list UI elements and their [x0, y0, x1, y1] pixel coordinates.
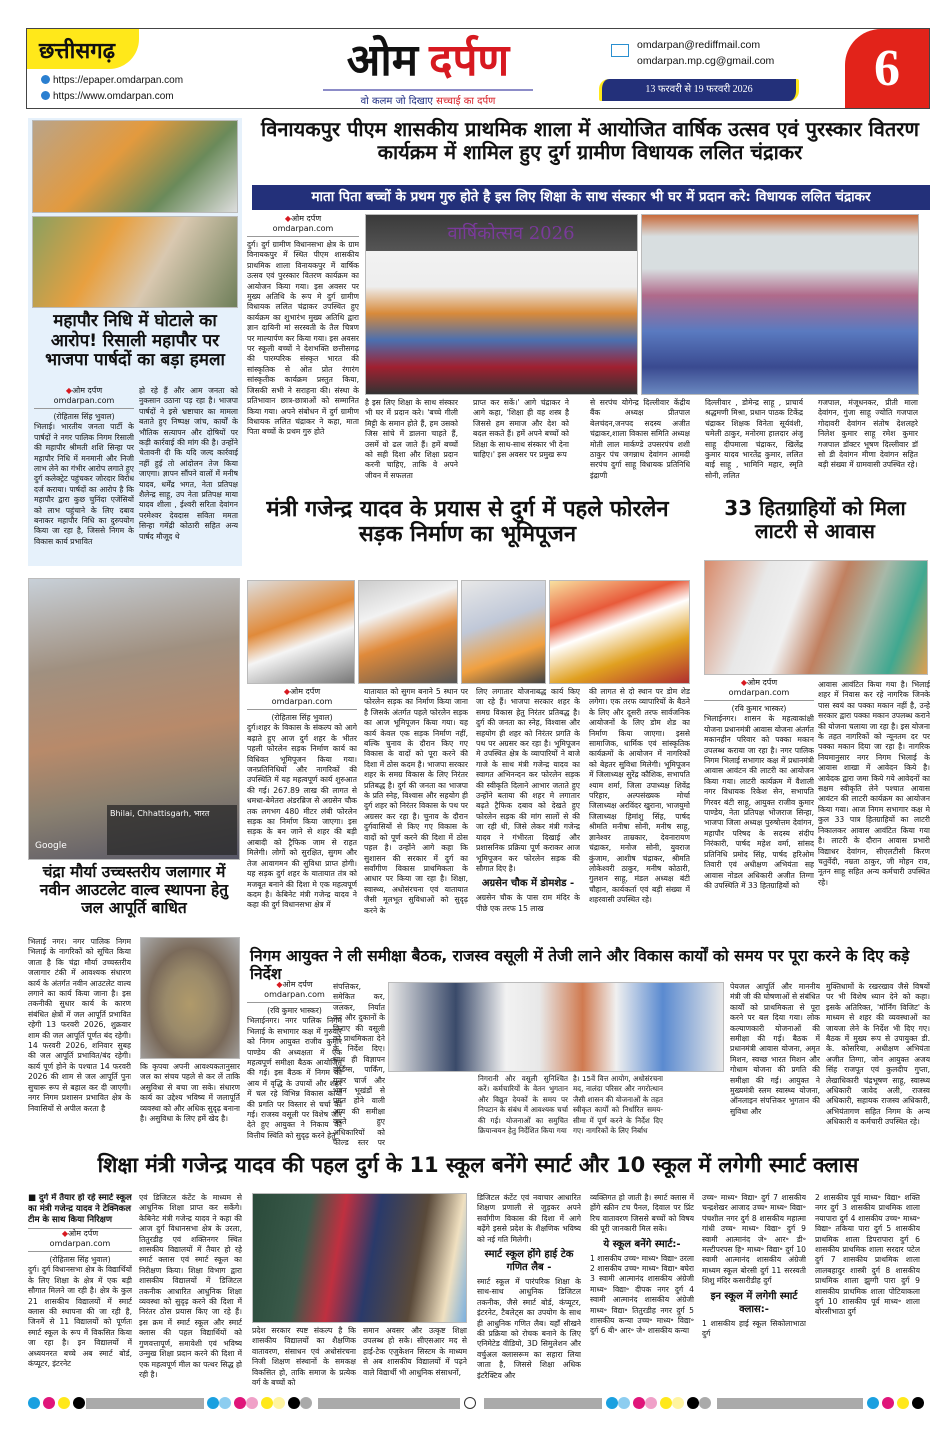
article-text: संपत्तिकर, समेकित कर, जलकर, निर्यात कर और दुकानों के किराए की वसूली को प्राथमिकता देने के निर्देश दिए। साथ ही विज्ञापन होर्डिंग्स, पार्किंग, यूजर चार्ज और भवन भूखंडों से प्राप्त होने वाली आय की समीक्षा करते हुए अधिकारियों को फील्ड स्तर पर	[333, 982, 385, 1148]
headline-housing: 33 हितग्राहियों को मिला लाटरी से आवास	[724, 496, 906, 543]
photo-water-tank	[28, 578, 240, 860]
article-text: दुर्ग।शहर के विकास के संकल्प को आगे बढ़ाते हुए आज दुर्ग शहर के भीतर पहली फोरलेन सड़क निर्माण कार्य का विधिवत भूमिपूजन किया गया। जनप्रतिनिधियों और नागरिकों की उपस्थिति में यह महत्वपूर्ण कार्य शुरुआत की गई। 267.89 लाख की लागत से धमधा-बेमेतरा अंडरब्रिज से अग्रसेन चौक तक लगभग 480 मीटर लंबी फोरलेन सड़क का निर्माण किया जाएगा। इस सड़क के बन जाने से शहर की बड़ी आबादी को ट्रैफिक जाम से राहत मिलेगी। लोगों को सुरक्षित, सुगम और तेज आवागमन की सुविधा प्राप्त होगी। यह सड़क दुर्ग शहर के यातायात तंत्र को मजबूत बनाने की दिशा मे एक महत्वपूर्ण कदम है। केबिनेट मंत्री गजेन्द्र यादव ने कहा की दुर्ग विधानसभा क्षेत्र में	[247, 723, 357, 910]
article-text: यातायात को सुगम बनाने 5 स्थान पर फोरलेन सड़क का निर्माण किया जाना है जिसके अंतर्गत पहले फोरलेन सड़क का आज भूमिपूजन किया गया। यह कार्य केवल एक सड़क निर्माण नहीं, बल्कि चुनाव के दौरान किए गए विकास के वादों को पूरा करने की दिशा में ठोस कदम है। भाजपा सरकार शहर के समग्र विकास के लिए निरंतर प्रतिबद्ध है। दुर्ग की जनता का भाजपा के प्रति स्नेह, विश्वास और सहयोग ही दुर्ग शहर को निरंतर विकास के पथ पर अग्रसर कर रहा है। चुनाव के दौरान दुर्गवासियों से किए गए विकास के वादों को पूर्ण करने की दिशा में ठोस पहल है। उन्होंने आगे कहा कि सुशासन की सरकार में दुर्ग का सर्वांगीण विकास प्राथमिकता के आधार पर किया जा रहा है। शिक्षा, स्वास्थ्य, अधोसंरचना एवं यातायात जैसी मूलभूत सुविधाओं को सुदृढ़ करने के	[364, 687, 468, 915]
byline-name: ओम दर्पण	[747, 678, 778, 687]
byline-site: omdarpan.com	[53, 396, 115, 405]
article-text: पेयजल आपूर्ति और माननीय मंत्री जी की घोषणाओं से संबंधित कार्यों को प्राथमिकता से पूरा करने पर बल दिया गया। लोक कल्याणकारी योजनाओं की समीक्षा की गई। बैठक में प्रधानमंत्री आवास योजना, अमृत मिशन, स्वच्छ भारत मिशन और गोधाम योजना की प्रगति की समीक्षा की गई। आयुक्त ने मुख्यमंत्री स्लम स्वास्थ्य योजना, ऑनलाइन संपत्तिकर भुगतान की सुविधा और	[730, 982, 820, 1116]
page-number: 6	[845, 29, 929, 108]
headline-smart-school: शिक्षा मंत्री गजेन्द्र यादव की पहल दुर्ग के 11 स्कूल बनेंगे स्मार्ट और 10 स्कूल में लगेगी स्मार्ट क्लास	[97, 1153, 859, 1177]
byline: ◆ओम दर्पण omdarpan.com	[247, 980, 342, 1003]
headline-water: चंद्रा मौर्या उच्चस्तरीय जलागार में नवीन आउटलेट वाल्व स्थापना हेतु जल आपूर्ति बाधित	[39, 863, 229, 917]
article-text: दिल्लीवार , डोमेन्द्र साहू , प्राचार्य श्रद्धमणी मिश्रा, प्रधान पाठक टिकेंद्र चंद्राकर शिक्षक विनेता सूर्यवंशी, चमेली ठाकुर, मनोरमा हालदार अंजू साहू दीपमाला चंद्राकर, खिलेंद्र कुमार यादव भारतेंद्र कुमार, ललित बाई साहू , भामिनि महार, स्मृति सोनी, ललित	[705, 398, 803, 480]
subheadline-banner: माता पिता बच्चों के प्रथम गुरु होते है इस लिए शिक्षा के साथ संस्कार भी घर में प्रदान करे: विधायक ललित चंद्राकर	[252, 185, 930, 210]
article-text: एवं डिजिटल कंटेंट के माध्यम से आधुनिक शिक्षा प्राप्त कर सकेंगे। केबिनेट मंत्री गजेन्द्र यादव ने कहा की आज दुर्ग विधानसभा क्षेत्र के उरला, तितुरडीह एवं शक्तिनगर स्थित शासकीय विद्यालयों में तैयार हो रहे स्मार्ट क्लास एवं स्मार्ट स्कूल का निरीक्षण किया। शिक्षा विभाग द्वारा शासकीय विद्यालयों में डिजिटल तकनीक आधारित आधुनिक शिक्षा व्यवस्था को सुदृढ़ करने की दिशा में निरंतर ठोस प्रयास किए जा रहे हैं। इस क्रम में स्मार्ट स्कूल और स्मार्ट क्लास की पहल विद्यार्थियों को गुणवत्तापूर्ण, समावेशी एवं भविष्य उन्मुख शिक्षा प्रदान करने की दिशा में एक महत्वपूर्ण मील का पत्थर सिद्ध हो रही है।	[139, 1193, 242, 1379]
kicker: ■ दुर्ग में तैयार हो रहे स्मार्ट स्कूल का मंत्री गजेन्द्र यादव ने टेक्निकल टीम के साथ किया निरिक्षण	[28, 1193, 132, 1229]
globe-icon	[41, 75, 50, 84]
photo-lottery	[704, 560, 928, 675]
email-1[interactable]: omdarpan@rediffmail.com	[637, 39, 761, 51]
subheading: इन स्कूल में लगेगी स्मार्ट क्लास:-	[710, 1290, 798, 1315]
article-text: भिलाई नगर। नगर पालिक निगम भिलाई के नागरिकों को सूचित किया जाता है कि चंद्रा मौर्या उच्चस्तरीय जलागार टंकी में आवश्यक संधारण कार्य के अंतर्गत नवीन आउटलेट वाल्व लगाने का कार्य किया जाना है। इस तकनीकी सुधार कार्य के कारण संबंधित क्षेत्रों में जल आपूर्ति प्रभावित रहेगी 13 फरवरी 2026, शुक्रवार शाम की जल आपूर्ति पूर्णत बंद रहेगी। 14 फरवरी 2026, शनिवार सुबह की जल आपूर्ति प्रभावित/बंद रहेगी। कार्य पूर्ण होने के पश्चात 14 फरवरी 2026 की शाम से जल आपूर्ति पुनः सुचारू रूप से बहाल कर दी जाएगी। नगर निगम प्रशासन प्रभावित क्षेत्र के निवासियों से अपील करता है	[28, 937, 131, 1113]
article-text: आवास आवंटित किया गया है। भिलाई शहर में निवास कर रहे नागरिक जिनके पास स्वयं का पक्का मकान नहीं है, उन्हे सरकार द्वारा पक्का मकान उपलब्ध कराने की योजना चलाया जा रहा है। इस योजना के तहत नागरिकों को न्यूनतम दर पर पक्का मकान दिया जा रहा है। नागरिक नियमानुसार नगर निगम भिलाई के आवास शाखा में आवेदन किये है। आवेदक द्वारा जमा किये गये आवेदनों का सक्षम स्वीकृति लेने पश्चात आवास आवंटन की लाटरी कार्यक्रम का आयोजन किया गया। आज निगम सभागार कक्ष मे कुल 33 पात्र हितग्राहियों का लाटरी निकालकर आवास आवंटित किया गया है। लाटरी के दौरान आवास प्रभारी विद्याधर देवांगन, सीएलटीसी किरण चतुर्वेदी, नम्रता ठाकुर, जी मोहन राव, नूतन साहू सहित अन्य कर्मचारी उपस्थित रहे।	[818, 680, 930, 887]
article-text: दुर्ग। दुर्ग विधानसभा क्षेत्र के विद्यार्थियों के लिए शिक्षा के क्षेत्र में एक बड़ी सौगात मिलने जा रही है। क्षेत्र के कुल 21 शासकीय विद्यालयों में स्मार्ट क्लास की स्थापना की जा रही है, जिनमें से 11 विद्यालयों को पूर्णतः स्मार्ट स्कूल के रूप में विकसित किया जा रहा है। इन विद्यालयों में अध्ययनरत बच्चे अब स्मार्ट बोर्ड, कंप्यूटर, इंटरनेट	[28, 1265, 132, 1369]
article-text: भिलाईनगर। शासन के महत्वाकांक्षी योजना प्रधानमंत्री आवास योजना अंतर्गत मकानहीन परिवार को पक्का मकान उपलब्ध कराया जा रहा है। नगर पालिक निगम भिलाई सभागार कक्ष में प्रधानमंत्री आवास आवंटन की लाटरी का आयोजन किया गया। लाटरी कार्यक्रम में वैशाली नगर विधायक रिकेश सेन, सभापति गिरवर बंटी साहू, आयुक्त राजीव कुमार पाण्डेय, नेता प्रतिपक्ष भोजराज सिन्हा, भाजपा जिला अध्यक्ष पुरुषोत्तम देवांगन, महापौर परिषद के सदस्य संदीप निरंकारी, पार्षद महेश वर्मा, सांसद प्रतिनिधि प्रमोद सिंह, पार्षद हरिओम तिवारी एवं अधीक्षण अभियंता सह आवास नोडल अधिकारी अजीत तिग्गा की उपस्थिति में 33 हितग्राहियों को	[704, 714, 814, 890]
website-link[interactable]	[41, 91, 174, 102]
article-text: से सरपंच योगेन्द्र दिल्लीवार केंद्रीय बैंक अध्यक्ष प्रीतपाल बेलचंदन,जनपद सदस्य अजीत चंद्राकर,शाला विकास समिति अध्यक्ष मोती लाल मार्कण्डे उपसरपंच शशी ठाकुर पंच जगन्नाथ देवांगन आमदी सरपंच दुर्गा साहू विधायक प्रतिनिधि इंद्राणी	[590, 398, 690, 480]
headline-meeting: निगम आयुक्त ने ली समीक्षा बैठक, राजस्व वसूली में तेजी लाने और विकास कार्यों को समय पर पूरा करने के दिए कड़े निर्देश	[250, 947, 910, 983]
article-text: समान अवसर और उत्कृष्ट शिक्षा उपलब्ध हो सके। सीएसआर मद से हाई-टेक एजुकेशन सिस्टम के माध्यम से अब शासकीय विद्यालयों में पढ़ने वाले विद्यार्थी भी आधुनिक संसाधनों,	[363, 1326, 467, 1377]
byline-site: omdarpan.com	[272, 224, 334, 233]
reporter: (रोहितास सिंह भुवाल)	[271, 713, 333, 722]
photo-annual-function	[365, 214, 638, 395]
subheading: अग्रसेन चौक में डोमशेड -	[481, 878, 575, 890]
byline: ◆ओम दर्पण omdarpan.com	[247, 687, 357, 710]
byline-site: omdarpan.com	[728, 688, 790, 697]
byline-name: ओम दर्पण	[291, 214, 322, 223]
epaper-link[interactable]	[41, 75, 183, 86]
headline: महापौर निधि में घोटाले का आरोप! रिसाली महापौर पर भाजपा पार्षदों का बड़ा हमला	[45, 311, 225, 371]
logo-part2: दर्पण	[429, 36, 510, 85]
photo	[461, 580, 546, 684]
photo-valve-work	[140, 937, 240, 1059]
logo-part1: ओम	[346, 36, 419, 85]
article-text: डिजिटल कंटेंट एवं नवाचार आधारित शिक्षण प्रणाली से जुड़कर अपने सर्वांगीण विकास की दिशा में आगे बढ़ेंगे इससे प्रदेश के शैक्षणिक भविष्य को नई गति मिलेगी।	[477, 1193, 581, 1244]
newspaper-logo	[323, 35, 533, 87]
photo-meeting	[388, 982, 724, 1072]
photo-banner-text: वार्षिकोत्सव 2026	[447, 223, 575, 244]
byline-site: omdarpan.com	[271, 697, 333, 706]
article-text: की लागत से दो स्थान पर डोम शेड लगेगा। एक तरफ व्यापारियों के बैठने के लिए और दूसरी तरफ सार्वजनिक आयोजनों के लिए डोम शेड का निर्माण किया जाएगा। इससे सामाजिक, धार्मिक एवं सांस्कृतिक कार्यक्रमों के आयोजन में नागरिकों को बेहतर सुविधा मिलेगी। भूमिपूजन में जिलाध्यक्ष सुरेंद्र कौशिक, सभापति श्याम शर्मा, जिला उपाध्यक्ष शिवेंद्र परिहार, अल्पसंख्यक मोर्चा जिलाध्यक्ष अरविंदर खुराना, भाजयुमो जिलाध्यक्ष हिमांशु सिंह, पार्षद श्रीमति मनीषा सोनी, मनीष साहू, ज्ञानेश्वर ताम्रकार, देवनारायण चंद्राकर, मनोज सोनी, युवराज कुंजाम, आशीष चंद्राकर, श्रीमति लोकेश्वरी ठाकुर, मनीष कोठारी, गुलशन साहू, मंडल अध्यक्ष बंटी चौहान, कार्यकर्ता एवं बड़ी संख्या में शहरवासी उपस्थित रहे।	[589, 687, 690, 905]
byline-name: ओम दर्पण	[72, 386, 103, 395]
email-2[interactable]: omdarpan.mp.cg@gmail.com	[637, 55, 775, 67]
article-text: प्राप्त कर सकें।' आगे चंद्राकर ने आगे कहा, 'शिक्षा ही वह शस्त्र है जिससे हम समाज और देश को बदल सकते हैं। हमें अपने बच्चों को शिक्षा के साथ-साथ संस्कार भी देना चाहिए।' इस अवसर पर प्रमुख रूप	[473, 398, 569, 460]
photo-students	[641, 214, 919, 395]
crosshair-icon	[464, 1397, 476, 1409]
article-text: अग्रसेन चौक के पास राम मंदिर के पीछे एक तरफ 15 लाख	[476, 893, 580, 913]
school-list: 1 शासकीय उच्च॰ माध्य॰ विद्या॰ उरला 2 शासकीय उच्च॰ माध्य॰ विद्या॰ बघेरा 3 स्वामी आत्मानंद शासकीय अंग्रेजी माध्य॰ विद्या॰ दीपक नगर दुर्ग 4 स्वामी आत्मानंद शासकीय अंग्रेजी माध्य॰ विद्या॰ तितुरडीह नगर दुर्ग 5 शासकीय कन्या उच्च॰ माध्य॰ विद्या॰ दुर्ग 6 बी॰ आर॰ जे॰ शासकीय कन्या	[590, 1253, 694, 1336]
envelope-icon	[611, 44, 629, 57]
headline-main: विनायकपुर पीएम शासकीय प्राथमिक शाला में आयोजित वार्षिक उत्सव एवं पुरस्कार वितरण कार्यक्रम में शामिल हुए दुर्ग ग्रामीण विधायक ललित चंद्राकर	[261, 117, 919, 164]
photo	[358, 580, 458, 684]
website-url[interactable]: https://www.omdarpan.com	[53, 91, 174, 102]
article-mayor-fund	[28, 118, 242, 566]
article-text: स्मार्ट स्कूल में पारंपरिक शिक्षा के साथ-साथ आधुनिक डिजिटल तकनीक, जैसे स्मार्ट बोर्ड, कंप्यूटर, इंटरनेट, टैबलेट्स का उपयोग के साथ ही आधुनिक गणित लैब। यहाँ सीखने की प्रक्रिया को रोचक बनाने के लिए एनिमेटेड वीडियो, 3D सिमुलेशन और वर्चुअल क्लासरूम का सहारा लिया जाता है, जिससे शिक्षा अधिक इंटरैक्टिव और	[477, 1277, 581, 1380]
photo	[549, 580, 690, 684]
byline: ◆ओम दर्पण omdarpan.com	[28, 1229, 132, 1252]
byline: ◆ओम दर्पण omdarpan.com	[247, 214, 359, 237]
article-text: दुर्ग। दुर्ग ग्रामीण विधानसभा क्षेत्र के ग्राम विनायकपुर में स्थित पीएम शासकीय प्राथमिक शाला विनायकपुर में वार्षिक उत्सव एवं पुरस्कार वितरण कार्यक्रम का आयोजन किया गया। इस अवसर पर मुख्य अतिथि के रूप मे दुर्ग ग्रामीण विधायक ललित चंद्राकर उपस्थित हुए कार्यक्रम का शुभारंभ मुख्य अतिथि द्वारा ज्ञान दायिनी मां सरस्वती के तैल चित्रण पर माल्यार्पण कर किया गया। इस अवसर पर स्कूली बच्चों ने देशभक्ति छत्तीसगढ़ की पारम्परिक संस्कृत भारत की सांस्कृतिक से ओत प्रोत रंगारंग सांस्कृतीक कार्यक्रम प्रस्तुत किया, जिसकी सभी ने सराहना की। संस्था के प्रतिभावान छात्र-छात्राओं को सम्मानित किया गया। अपने संबोधन में दुर्ग ग्रामीण विधायक ललित चंद्राकर ने कहा, माता पिता बच्चों के प्रथम गुरु होते	[247, 240, 359, 437]
subheading: ये स्कूल बनेंगे स्मार्ट:-	[603, 1238, 681, 1250]
byline: ◆ओम दर्पण omdarpan.com	[704, 678, 814, 701]
byline-name: ओम दर्पण	[290, 687, 321, 696]
tagline	[323, 89, 533, 107]
article-text: हो रहे हैं और आम जनता को नुकसान उठाना पड़ रहा है। भाजपा पार्षदों ने इसे भ्रष्टाचार का मामला बताते हुए निष्पक्ष जांच, कार्यों के भौतिक सत्यापन और दोषियों पर कड़ी कार्रवाई की मांग की है। उन्होंने चेतावनी दी कि यदि जल्द कार्रवाई नहीं हुई तो आंदोलन तेज किया जाएगा। ज्ञापन सौंपने वालों में मनीष यादव, धर्मेंद्र भगत, नेता प्रतिपक्ष शैलेन्द्र साहू, उप नेता प्रतिपक्ष माया यादव शीला , ईश्वरी सरिता देवांगन परमेश्वर देवदास सविता ममता सिन्हा गमेंद्री कोठारी सहित अन्य पार्षद मौजूद थे	[139, 386, 238, 541]
tagline-b: सच्चाई का दर्पण	[436, 96, 496, 107]
tagline-a: वो कलम जो दिखाए	[360, 96, 437, 107]
article-text: निगरानी और वसूली सुनिश्चित करें। कर्मचारियों के वेतन भुगतान और विद्युत देयकों के समय पर निपटान के संबंध में आवश्यक चर्चा की गई। योजनाओं का समुचित क्रियान्वयन हेतु निर्देशित किया गया	[478, 1074, 568, 1136]
map-watermark: Google	[35, 841, 67, 851]
photo	[32, 120, 238, 213]
kicker-text: दुर्ग में तैयार हो रहे स्मार्ट स्कूल का मंत्री गजेन्द्र यादव ने टेक्निकल टीम के साथ किया निरिक्षण	[28, 1193, 132, 1225]
byline-name: ओम दर्पण	[68, 1229, 99, 1238]
globe-icon	[41, 91, 50, 100]
school-list: 1 शासकीय हाई स्कूल सिकोलाभाठा दुर्ग	[702, 1318, 806, 1339]
photo	[32, 216, 238, 308]
byline: ◆ओम दर्पण omdarpan.com	[34, 386, 134, 409]
article-text: प्रदेश सरकार स्पष्ट संकल्प है कि शासकीय विद्यालयों का शैक्षणिक वातावरण, संसाधन एवं अधोसंरचना निजी शिक्षण संस्थानों के समकक्ष विकसित हो, ताकि समाज के प्रत्येक वर्ग के बच्चों को	[252, 1326, 356, 1388]
article-text: भिलाईनगर। नगर पालिक निगम भिलाई के सभागार कक्ष में गुरुवार को निगम आयुक्त राजीव कुमार पाण्डेय की अध्यक्षता में एक महत्वपूर्ण समीक्षा बैठक आयोजित की गई। इस बैठक में निगम की आय में वृद्धि के उपायों और शहर में चल रहे विभिन्न विकास कार्यों की प्रगति पर विस्तार से चर्चा की गई। राजस्व वसूली पर विशेष जोर देते हुए आयुक्त ने निकाय की वित्तीय स्थिति को सुदृढ़ करने हेतु	[247, 1016, 342, 1140]
article-text: मुक्तिधामों के रखरखाव जैसे विषयों पर भी विशेष ध्यान देने को कहा। इसके अतिरिक्त, 'मॉर्निंग विजिट' के माध्यम से शहर की व्यवस्थाओं का जायजा लेने के निर्देश भी दिए गए। बैठक में मुख्य रूप से उपायुक्त डी. के. कोसरिया, अधीक्षण अभियंता अजीत तिग्गा, जोन आयुक्त अजय सिंह राजपूत एवं कुलदीप गुप्ता, लेखाधिकारी चंद्रभूषण साहू, स्वास्थ्य अधिकारी जावेद अली, राजस्व अधिकारी, सहायक राजस्व अधिकारी, अभियंतागण सहित निगम के अन्य अधिकारी व कर्मचारी उपस्थित रहे।	[826, 982, 930, 1127]
school-list: उच्च॰ माध्य॰ विद्या॰ दुर्ग 7 शासकीय चन्द्रशेखर आजाद उच्च॰ माध्य॰ विद्या॰ पंचशील नगर दुर्ग 8 शासकीय महात्मा गांधी उच्च॰ माध्य॰ विद्या॰ दुर्ग 9 स्वामी आत्मानंद जे॰ आर॰ डी॰ मल्टीपरपस हि॰ माध्य॰ विद्या॰ दुर्ग 10 स्वामी आत्मानंद शासकीय अंग्रेजी माध्यम स्कूल बोरसी दुर्ग 11 सरस्वती शिशु मंदिर कसारीडीह दुर्ग	[702, 1193, 806, 1286]
byline-site: omdarpan.com	[49, 1239, 111, 1248]
article-text: गजपाल, मंजूधनकर, प्रीती माला देवांगन, गुंजा साहू ज्योति गजपाल गोदावरी देवांगन संतोष देशलहरे निलेश कुमार साहू रमेश कुमार गजपाल डॉक्टर भूषण दिल्लीवार डॉ सो डी देवांगन मीणा देवांगन सहित बड़ी संख्या में ग्रामवासी उपस्थित रहे।	[818, 398, 918, 470]
date-range: 13 फरवरी से 19 फरवरी 2026	[599, 79, 799, 101]
photo-school-inspection	[252, 1193, 467, 1323]
article-text: व्यक्तिगत हो जाती है। स्मार्ट क्लास में होंगे स्क्रीन टच पैनल, दिवाल पर प्रिंट रिच वातावरण जिससे बच्चों को विषय की पूरी जानकारी मिल सके।	[590, 1193, 694, 1234]
epaper-url[interactable]: https://epaper.omdarpan.com	[53, 75, 184, 86]
reporter: (रोहितास सिंह भुवाल)	[53, 412, 115, 421]
reporter: (रवि कुमार भास्कर)	[731, 704, 787, 713]
article-text: है। 15वें वित्त आयोग, अधोसंरचना मद, नालंदा परिसर और नगरोत्थान जैसी शासन की योजनाओं के तहत स्वीकृत कार्यों को निर्धारित समय-सीमा में पूर्ण करने के निर्देश दिए गए। नागरिकों के लिए निर्बाध	[573, 1074, 663, 1136]
reporter: (रवि कुमार भास्कर)	[267, 1006, 322, 1015]
reporter: (रोहितास सिंह भुवाल)	[49, 1255, 111, 1264]
article-text: कि कृपया अपनी आवश्यकतानुसार जल का संचय पहले से कर लें ताकि असुविधा से बचा जा सके। संधारण कार्य का उद्देश्य भविष्य में जलापूर्ति व्यवस्था को और अधिक सुदृढ़ बनाना है। असुविधा के लिए हमें खेद है।	[140, 1062, 240, 1124]
article-text: है इस लिए शिक्षा के साथ संस्कार भी घर में प्रदान करे। 'बच्चे गीली मिट्टी के समान होते हैं, हम उसको जिस सांचे में डालना चाहते हैं, उसमें वो ढल जाते हैं। हमें बच्चों को सही दिशा और शिक्षा प्रदान करनी चाहिए, ताकि वे अपने जीवन में सफलता	[365, 398, 458, 480]
gps-caption: Bhilai, Chhattisgarh, भारत	[107, 805, 237, 855]
byline-site: omdarpan.com	[264, 990, 325, 999]
photo	[247, 580, 355, 684]
masthead	[26, 28, 930, 109]
headline-road: मंत्री गजेन्द्र यादव के प्रयास से दुर्ग में पहले फोरलेन सड़क निर्माण का भूमिपूजन	[266, 497, 669, 548]
article-text: लिए लगातार योजनाबद्ध कार्य किए जा रहे हैं। भाजपा सरकार शहर के समग्र विकास हेतु निरंतर प्रतिबद्ध है। दुर्ग की जनता का स्नेह, विश्वास और सहयोग ही शहर को निरंतर प्रगति के पथ पर अग्रसर कर रहा है। भूमिपूजन मे उपस्थित क्षेत्र के व्यापारियों ने बाजे गाजे के साथ मंत्री गजेन्द्र यादव का स्वागत अभिनन्दन कर फोरलेन सड़क की स्वीकृति दिलाने आभार जताते हुए उन्होंने बताया की शहर मे लगातार बढ़ते ट्रैफिक दबाव को देखते हुए फोरलेन सड़क की मांग सालों से की जा रही थी, जिसे लेकर मंत्री गजेन्द्र यादव ने गंभीरता दिखाई और प्रशासनिक प्रक्रिया पूर्ण कराकर आज भूमिपूजन कर फोरलेन सड़क की सौगात दिए है।	[476, 687, 580, 873]
school-list: 2 शासकीय पूर्व माध्य॰ विद्या॰ शक्ति नगर दुर्ग 3 शासकीय प्राथमिक शाला नयापारा दुर्ग 4 शासकीय उच्च॰ माध्य॰ विद्या॰ तकिया पारा दुर्ग 5 शासकीय प्राथमिक शाला डिपरापारा दुर्ग 6 शासकीय प्राथमिक शाला सरदार पटेल दुर्ग 7 शासकीय प्राथमिक शाला लालबहादुर शास्त्री दुर्ग 8 शासकीय प्राथमिक शाला झुग्गी पारा दुर्ग 9 शासकीय प्राथमिक शाला पोटियाकला दुर्ग 10 शासकीय पूर्व माध्य॰ शाला बोरसीभाठा दुर्ग	[815, 1193, 920, 1317]
byline-name: ओम दर्पण	[282, 980, 313, 989]
state-label: छत्तीसगढ़	[27, 29, 139, 69]
subheading: स्मार्ट स्कूल होंगे हाई टेक गणित लैब -	[484, 1249, 574, 1274]
article-text: भिलाई। भारतीय जनता पार्टी के पार्षदों ने नगर पालिक निगम रिसाली की महापौर श्रीमती शशि सिन्हा पर महापौर निधि में मनमानी और निजी लाभ लेने का गंभीर आरोप लगाते हुए दुर्ग कलेक्ट्रेट पहुंचकर जोरदार विरोध दर्ज कराया। पार्षदों का आरोप है कि महापौर द्वारा कुछ चुनिंदा एजेंसियों को लाभ पहुंचाने के लिए दबाव बनाकर महापौर निधि का दुरुपयोग किया जा रहा है, जिससे निगम के विकास कार्य प्रभावित	[34, 422, 134, 546]
